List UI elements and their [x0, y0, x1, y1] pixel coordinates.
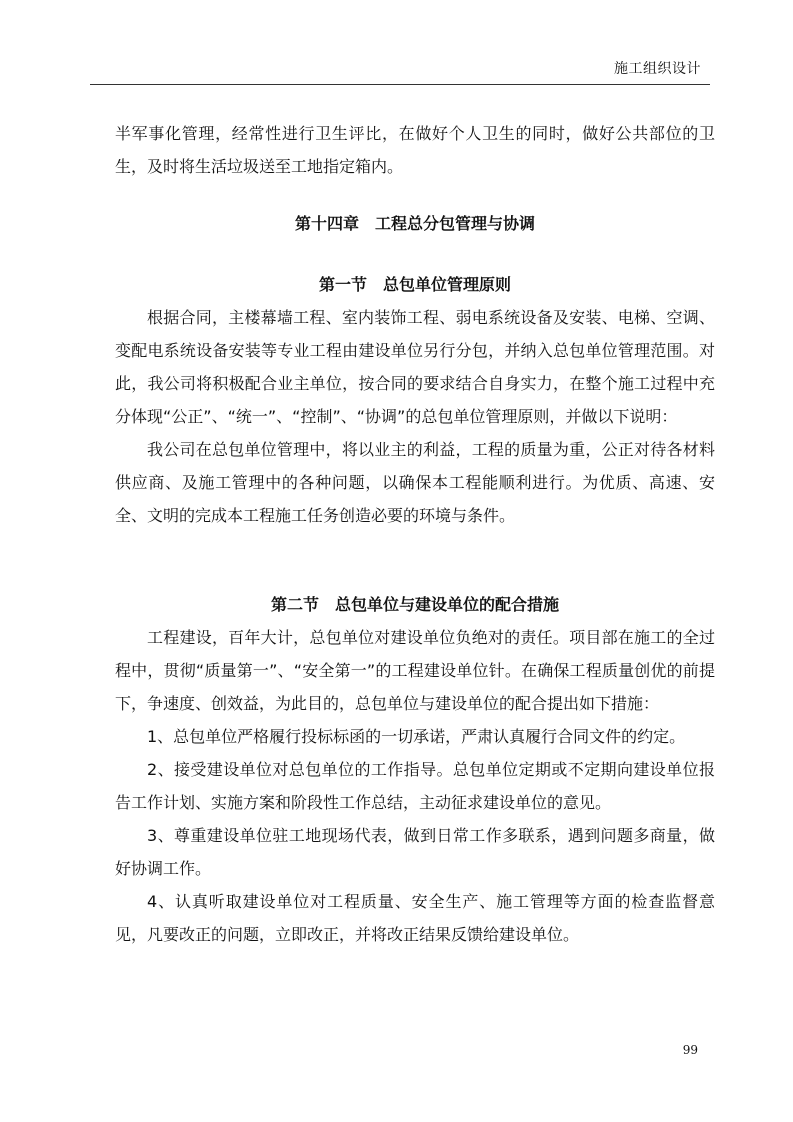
section-2-paragraph: 工程建设，百年大计，总包单位对建设单位负绝对的责任。项目部在施工的全过程中，贯彻“质量第一”、“安全第一”的工程建设单位针。在确保工程质量创优的前提下，争速度、创效益，为此目的，总包单位与建设单位的配合提出如下措施：: [115, 628, 715, 713]
section-1-title: 第一节 总包单位管理原则: [318, 275, 511, 294]
section-2-list-item: 1、总包单位严格履行投标标函的一切承诺，严肃认真履行合同文件的约定。: [147, 727, 686, 746]
spacer: [115, 240, 715, 268]
intro-paragraph: 半军事化管理，经常性进行卫生评比，在做好个人卫生的同时，做好公共部位的卫生，及时将生活垃圾送至工地指定箱内。: [115, 124, 715, 176]
spacer: [115, 183, 715, 207]
section-1-paragraph: 我公司在总包单位管理中，将以业主的利益，工程的质量为重，公正对待各材料供应商、及施工管理中的各种问题，以确保本工程能顺利进行。为优质、高速、安全、文明的完成本工程施工任务创造必要的环境与条件。: [115, 440, 715, 525]
page-number: 99: [682, 1043, 698, 1057]
section-2-list-item: 4、认真听取建设单位对工程质量、安全生产、施工管理等方面的检查监督意见，凡要改正的问题，立即改正，并将改正结果反馈给建设单位。: [115, 892, 715, 944]
running-header: 施工组织设计: [614, 61, 701, 77]
chapter-title: 第十四章 工程总分包管理与协调: [294, 214, 535, 233]
spacer: [115, 532, 715, 588]
section-2-list-item: 3、尊重建设单位驻工地现场代表，做到日常工作多联系，遇到问题多商量，做好协调工作。: [115, 826, 715, 878]
section-1-paragraph: 根据合同，主楼幕墙工程、室内装饰工程、弱电系统设备及安装、电梯、空调、变配电系统设备安装等专业工程由建设单位另行分包，并纳入总包单位管理范围。对此，我公司将积极配合业主单位，按合同的要求结合自身实力，在整个施工过程中充分体现“公正”、“统一”、“控制”、“协调”的总包单位管理原则，并做以下说明：: [115, 308, 715, 426]
section-2-title: 第二节 总包单位与建设单位的配合措施: [270, 595, 559, 614]
section-2-list-item: 2、接受建设单位对总包单位的工作指导。总包单位定期或不定期向建设单位报告工作计划、实施方案和阶段性工作总结，主动征求建设单位的意见。: [115, 760, 715, 812]
header-divider: [90, 84, 710, 85]
page-body: [115, 117, 715, 951]
